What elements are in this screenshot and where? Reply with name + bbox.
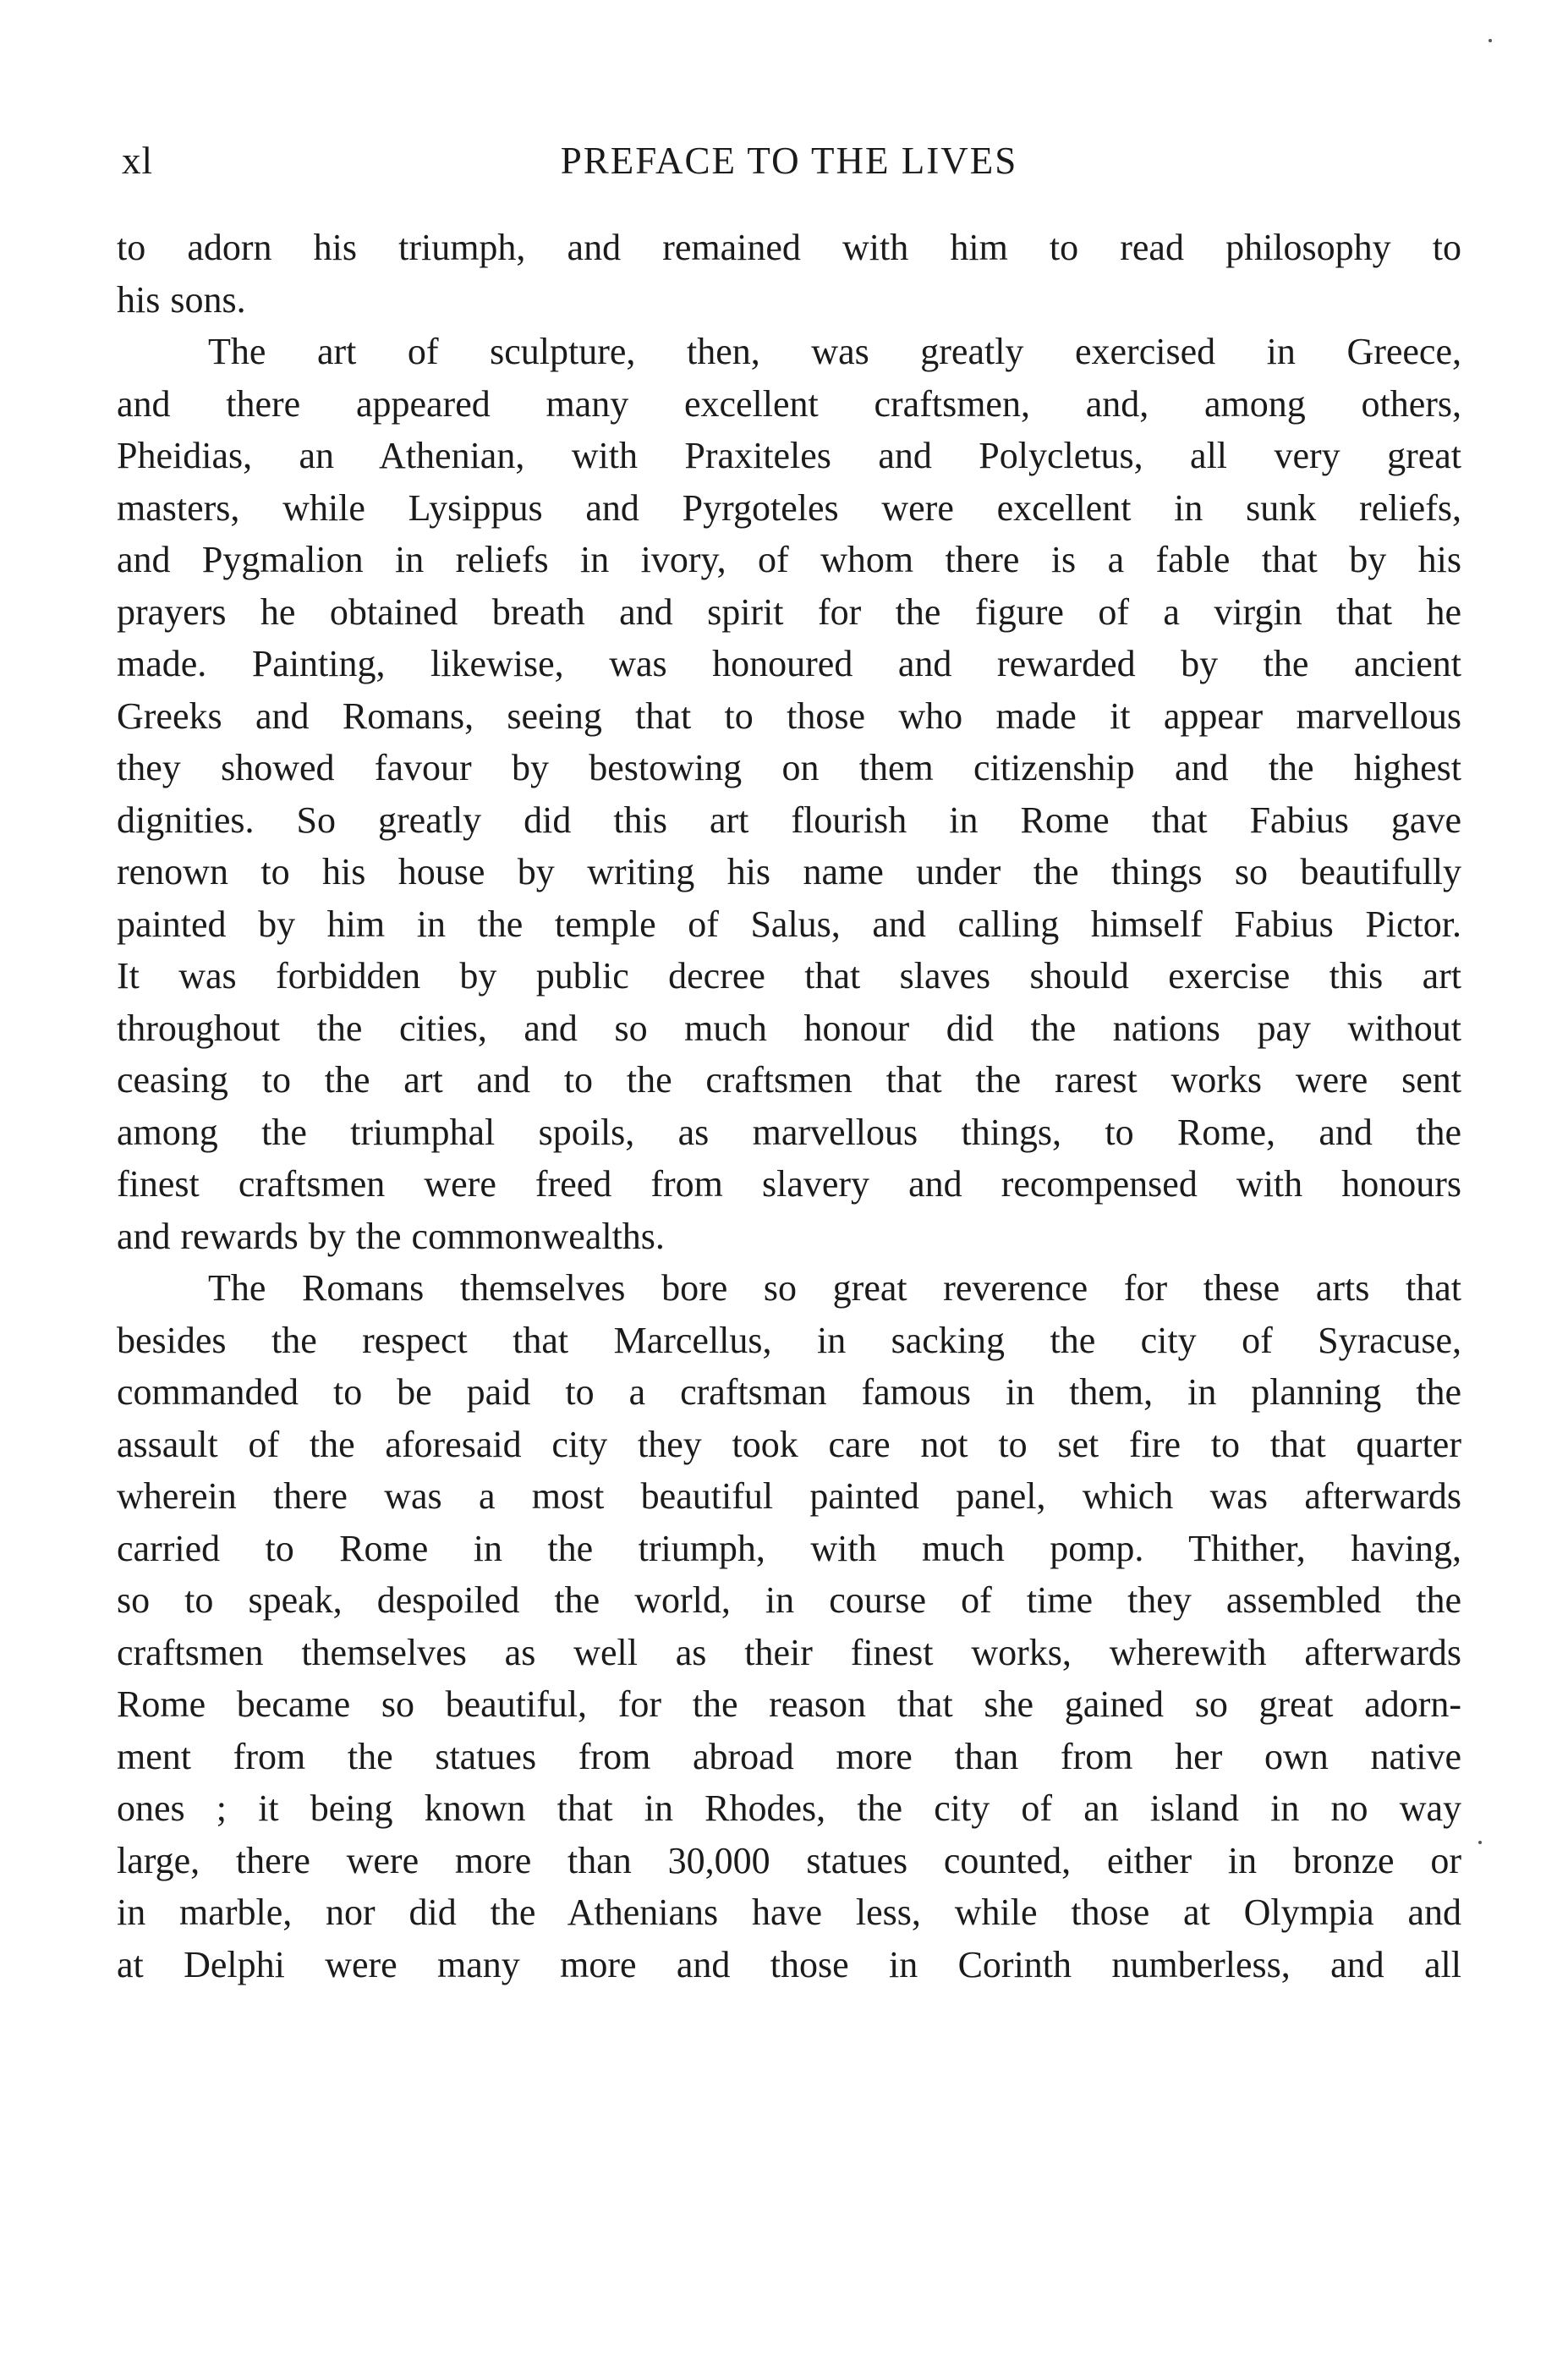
text-line: craftsmen themselves as well as their finest works, wherewith afterwards [117,1631,1461,1673]
running-title: PREFACE TO THE LIVES [560,140,1018,182]
text-line: masters, while Lysippus and Pyrgoteles were excellent in sunk reliefs, [117,486,1461,529]
text-line: renown to his house by writing his name under the things so beautifully [117,851,1461,892]
text-line: painted by him in the temple of Salus, and calling himself Fabius Pictor. [117,903,1461,945]
scan-speck [1489,39,1492,42]
text-line: in marble, nor did the Athenians have less, while those at Olympia and [117,1892,1461,1933]
text-line: and rewards by the commonwealths. [117,1215,665,1257]
text-line: Greeks and Romans, seeing that to those who made it appear marvellous [117,695,1461,737]
text-line: dignities. So greatly did this art flourish in Rome that Fabius gave [117,799,1461,841]
text-line: and there appeared many excellent craftsmen, and, among others, [117,382,1461,425]
text-line: commanded to be paid to a craftsman famous in them, in planning the [117,1371,1461,1413]
text-line: his sons. [117,278,246,321]
text-line: made. Painting, likewise, was honoured and rewarded by the ancient [117,643,1461,684]
paragraph [117,326,1461,1262]
body-text [117,222,1461,1990]
text-line: ment from the statues from abroad more than from her own native [117,1735,1461,1777]
text-line: prayers he obtained breath and spirit for the figure of a virgin that he [117,590,1461,633]
text-line: wherein there was a most beautiful painted panel, which was afterwards [117,1475,1461,1517]
text-line: It was forbidden by public decree that slaves should exercise this art [117,955,1461,997]
text-line: and Pygmalion in reliefs in ivory, of whom there is a fable that by his [117,539,1461,580]
text-line: ones ; it being known that in Rhodes, the city of an island in no way [117,1787,1461,1829]
scan-speck [1478,1841,1482,1844]
text-line: at Delphi were many more and those in Corinth numberless, and all [117,1943,1461,1985]
text-line: Pheidias, an Athenian, with Praxiteles and Polycletus, all very great [117,435,1461,476]
text-line: carried to Rome in the triumph, with much pomp. Thither, having, [117,1527,1461,1569]
text-line: finest craftsmen were freed from slavery and recompensed with honours [117,1163,1461,1205]
page-header [117,135,1461,186]
text-line: Rome became so beautiful, for the reason that she gained so great adorn- [117,1683,1461,1725]
paragraph [117,1262,1461,1990]
page-number: xl [122,140,154,182]
text-line: besides the respect that Marcellus, in sacking the city of Syracuse, [117,1319,1461,1361]
text-line: The art of sculpture, then, was greatly exercised in Greece, [208,331,1461,372]
text-line: among the triumphal spoils, as marvellous things, to Rome, and the [117,1111,1461,1153]
text-line: throughout the cities, and so much honour did the nations pay without [117,1007,1461,1049]
paragraph [117,222,1461,326]
text-line: large, there were more than 30,000 statues counted, either in bronze or [117,1839,1461,1881]
text-line: to adorn his triumph, and remained with him to read philosophy to [117,227,1461,268]
text-line: assault of the aforesaid city they took care not to set fire to that quarter [117,1423,1461,1465]
text-line: ceasing to the art and to the craftsmen that the rarest works were sent [117,1059,1461,1101]
text-line: they showed favour by bestowing on them citizenship and the highest [117,747,1461,788]
text-line: The Romans themselves bore so great reverence for these arts that [208,1267,1461,1309]
text-line: so to speak, despoiled the world, in course of time they assembled the [117,1579,1461,1621]
